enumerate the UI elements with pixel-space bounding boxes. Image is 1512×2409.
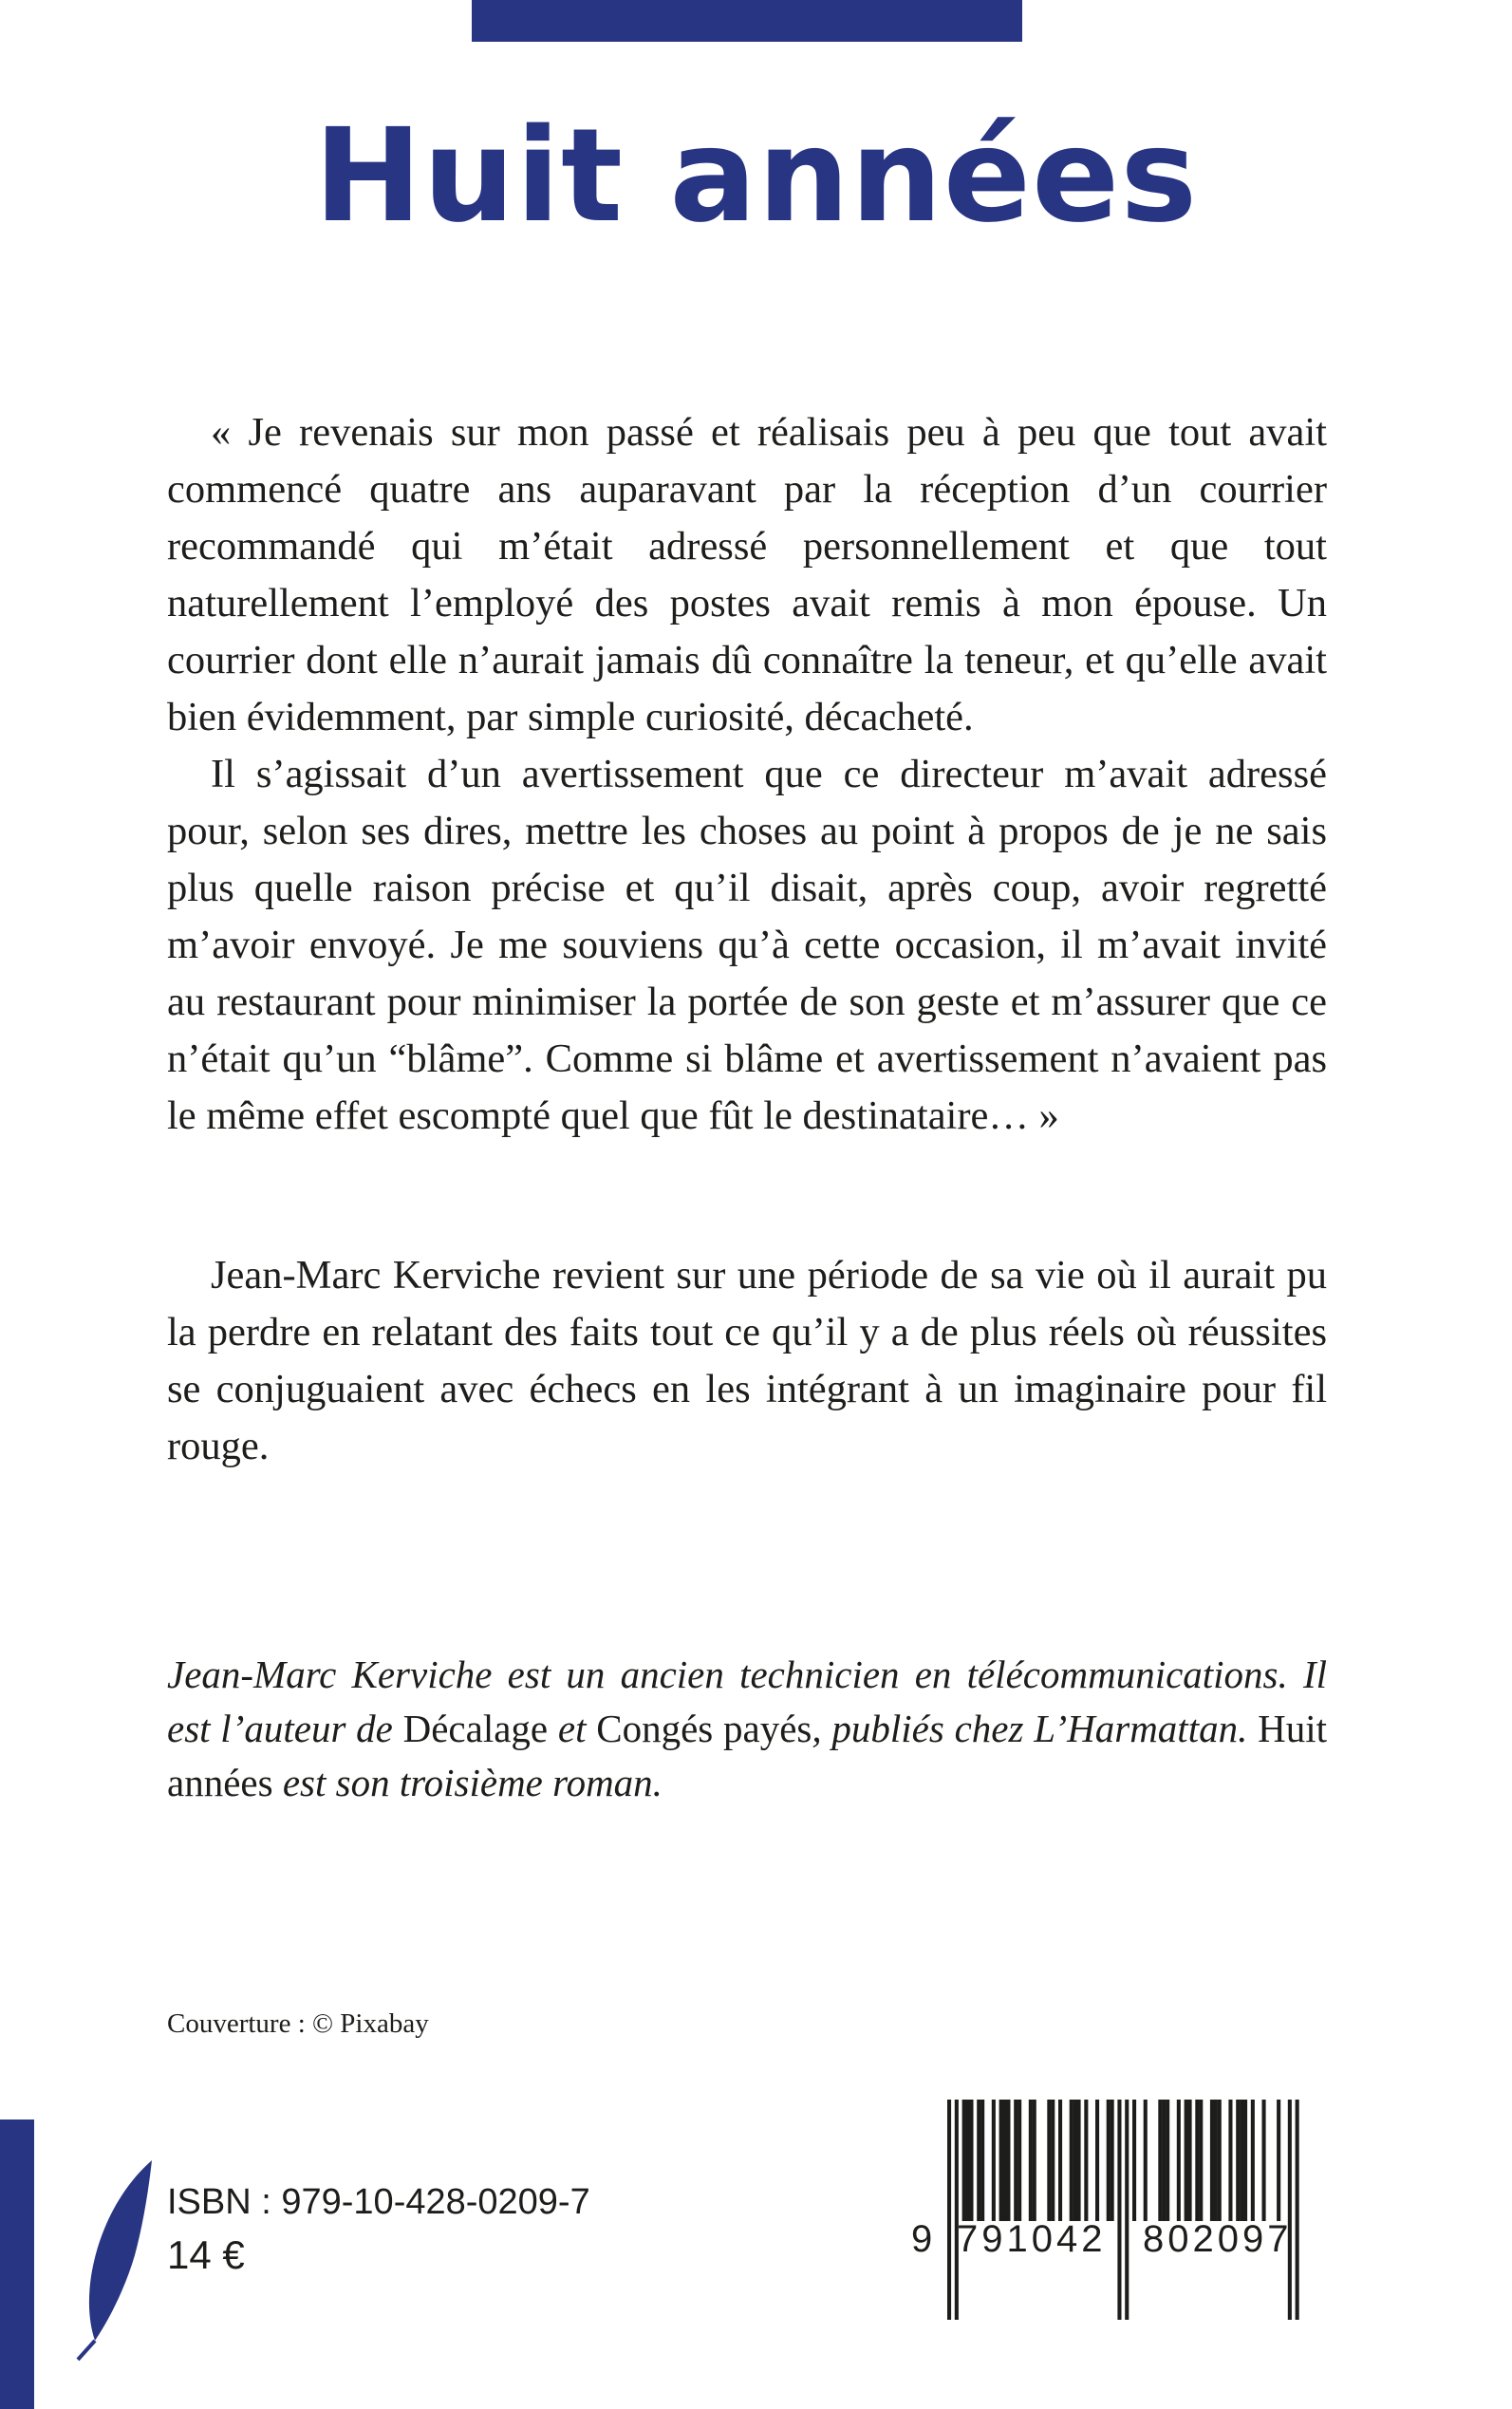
feather-quill-icon [72,2155,158,2363]
barcode-bar [1006,2100,1010,2221]
top-accent-bar [472,0,1022,42]
barcode-bar [1288,2100,1292,2320]
price-label: 14 € [167,2232,245,2277]
barcode-bar [1058,2100,1062,2221]
barcode-bar [1047,2100,1051,2221]
barcode-bar [969,2100,973,2221]
author-bio-paragraph [167,1648,1327,1810]
barcode-bar [966,2100,970,2221]
barcode-bar [1017,2100,1021,2221]
bio-book-title-3: Huit années [167,1707,1328,1804]
barcode-bar [1236,2100,1240,2221]
barcode-bar [1077,2100,1081,2221]
barcode-bar [1144,2100,1148,2221]
barcode-digit-group-1: 791042 [957,2218,1107,2260]
barcode-bar [992,2100,996,2221]
bio-book-title-1: Décalage [402,1707,549,1750]
barcode-bar [1185,2100,1188,2221]
bio-text-1: Jean-Marc Kerviche est un ancien technicien en télécommunications. Il est l’auteur de [167,1653,1327,1750]
barcode-bar [1107,2100,1111,2221]
isbn-label: ISBN : 979-10-428-0209-7 [167,2182,590,2222]
barcode-bar [1177,2100,1181,2221]
barcode-bar [1117,2100,1121,2320]
barcode-bar [1029,2100,1033,2221]
barcode-bar [1132,2100,1136,2221]
cover-credit: Couverture : © Pixabay [167,2008,429,2039]
barcode-bar [1125,2100,1129,2320]
barcode-bar [1014,2100,1017,2221]
barcode-bar [962,2100,966,2221]
barcode-bar [1243,2100,1247,2221]
barcode-lead-digit: 9 [911,2218,933,2260]
barcode-bar [1240,2100,1243,2221]
barcode-bar [1296,2100,1299,2320]
excerpt-paragraph-2: Il s’agissait d’un avertissement que ce directeur m’avait adressé pour, selon ses dires, mettre les choses au point à propos de je ne sais plus quelle raison précise et qu’il disait, après coup, avoir regretté m’avoir envoyé. Je me souviens qu’à cette occasion, il m’avait invité au restaurant pour minimiser la portée de son geste et m’assurer que ce n’était qu’un “blâme”. Comme si blâme et avertissement n’avaient pas le même effet escompté quel que fût le destinataire… » [167,752,1327,1138]
bio-book-title-2: Congés payés [596,1707,812,1750]
summary-paragraph: Jean-Marc Kerviche revient sur une période de sa vie où il aurait pu la perdre en relatant des faits tout ce qu’il y a de plus réels où réussites se conjuguaient avec échecs en les intégrant à un imaginaire pour fil rouge. [167,1253,1327,1468]
author-bio-block [167,1648,1327,1810]
barcode-bar [1251,2100,1255,2221]
barcode-bar [955,2100,959,2320]
barcode-bar [1218,2100,1222,2221]
barcode-bar [1262,2100,1266,2221]
barcode-bar [1073,2100,1077,2221]
barcode-bar [1095,2100,1099,2221]
barcode-bar [999,2100,1003,2221]
barcode-bar [1228,2100,1232,2221]
barcode-bar [947,2100,951,2320]
summary-block [167,1247,1327,1475]
barcode-bar [1188,2100,1192,2221]
book-title: Huit années [313,102,1199,252]
barcode-bar [1195,2100,1199,2221]
barcode-bar [1162,2100,1166,2221]
bio-text-3: , publiés chez L’Harmattan. [812,1707,1259,1750]
barcode-bar [1051,2100,1055,2221]
barcode-bar [980,2100,984,2221]
barcode-bar [1214,2100,1218,2221]
barcode-bar [1210,2100,1214,2221]
barcode-bar [1158,2100,1162,2221]
barcode-bar [1166,2100,1169,2221]
barcode-bar [977,2100,980,2221]
ean13-barcode [915,2100,1327,2324]
barcode-bar [1199,2100,1203,2221]
bio-text-4: est son troisième roman. [272,1761,663,1804]
bio-text-2: et [548,1707,597,1750]
barcode-bar [1277,2100,1280,2221]
barcode-bar [1084,2100,1088,2221]
barcode-bar [1111,2100,1114,2221]
barcode-bar [1033,2100,1036,2221]
barcode-digit-group-2: 802097 [1143,2218,1293,2260]
barcode-bar [1003,2100,1007,2221]
excerpt-block [167,404,1327,1145]
excerpt-paragraph-1: « Je revenais sur mon passé et réalisais peu à peu que tout avait commencé quatre ans auparavant par la réception d’un courrier recommandé qui m’était adressé personnellement et que tout naturellement l’employé des postes avait remis à mon épouse. Un courrier dont elle n’aurait jamais dû connaître la teneur, et qu’elle avait bien évidemment, par simple curiosité, décacheté. [167,410,1327,739]
side-accent-bar [0,2120,34,2409]
barcode-bar [1070,2100,1073,2221]
